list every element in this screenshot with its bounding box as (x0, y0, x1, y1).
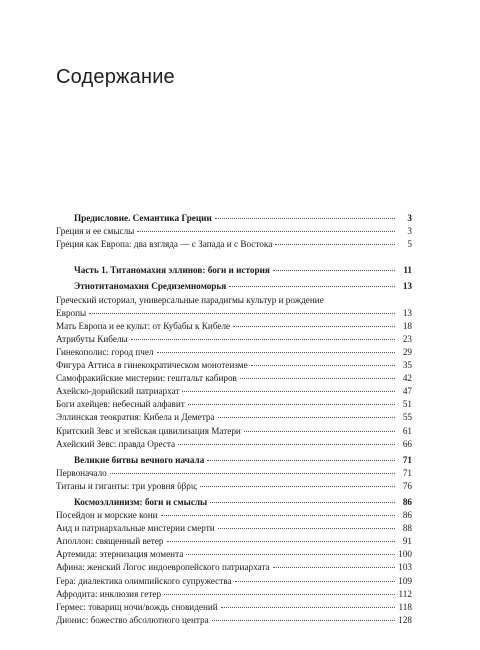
toc-entry-title: Аполлон: священный ветер (56, 536, 164, 547)
toc-entry[interactable] (56, 480, 412, 493)
toc-entry-page: 29 (402, 346, 412, 357)
toc-entry[interactable] (56, 333, 412, 346)
toc-entry[interactable] (56, 320, 412, 333)
toc-entry[interactable] (56, 385, 412, 398)
dot-leader (182, 391, 395, 392)
toc-entry[interactable] (56, 509, 412, 522)
toc-entry-page: 76 (402, 480, 412, 491)
toc-entry-title: Посейдон и морские кони (56, 510, 158, 521)
toc-entry-page: 3 (407, 213, 412, 223)
toc-entry-title: Часть 1. Титаномахия эллинов: боги и история (74, 265, 270, 276)
toc-part-heading[interactable] (56, 264, 412, 277)
toc-entry-page: 18 (402, 320, 412, 331)
toc-entry-page: 47 (402, 386, 412, 397)
toc-entry[interactable] (56, 561, 412, 574)
toc-entry-title: Атрибуты Кибелы (56, 333, 128, 344)
toc-entry-title: Космоэллинизм: боги и смыслы (74, 496, 208, 507)
toc-entry-title: Гинекополис: город пчел (56, 346, 154, 357)
toc-entry-page: 66 (402, 438, 412, 449)
toc-entry-title: Эллинская теократия: Кибела и Деметра (56, 412, 215, 423)
toc-entry-title: Гера: диалектика олимпийского супружества (56, 575, 232, 586)
dot-leader (131, 339, 395, 340)
toc-entry[interactable] (56, 411, 412, 424)
toc-entry-page: 3 (407, 226, 412, 237)
toc-entry-title: Боги ахейцев: небесный алфавит (56, 399, 185, 410)
toc-entry-title: Артемида: этернизация момента (56, 549, 184, 560)
toc-entry-page: 100 (398, 549, 412, 560)
dot-leader (218, 417, 395, 418)
toc-entry-title: Греческий историал, универсальные парадигмы культур и рождение (56, 294, 324, 305)
toc-entry-page: 35 (402, 360, 412, 371)
toc-entry-title: Ахейско-дорийский патриархат (56, 386, 180, 397)
dot-leader (186, 554, 395, 555)
dot-leader (275, 244, 395, 245)
toc-entry[interactable] (56, 522, 412, 535)
dot-leader (273, 567, 395, 568)
toc-entry-title: Первоначало (56, 467, 107, 478)
toc-entry-page: 103 (398, 562, 412, 573)
toc-entry-page: 51 (402, 399, 412, 410)
toc-entry[interactable] (56, 372, 412, 385)
toc-entry[interactable] (56, 614, 412, 627)
spacer (56, 251, 412, 264)
dot-leader (273, 270, 395, 271)
dot-leader (210, 502, 395, 503)
page-title: Содержание (56, 66, 175, 88)
dot-leader (251, 365, 395, 366)
toc-entry-page: 55 (402, 412, 412, 423)
toc-entry-line1[interactable] (56, 294, 412, 307)
dot-leader (240, 378, 395, 379)
toc-entry-title: Дионис: божество абсолютного центра (56, 614, 209, 625)
toc-entry[interactable] (56, 346, 412, 359)
dot-leader (157, 352, 395, 353)
dot-leader (233, 326, 395, 327)
toc-entry-title: Титаны и гиганты: три уровня ὕβρις (56, 480, 198, 491)
toc-entry[interactable] (56, 238, 412, 251)
toc-entry-title: Аид и патриархальные мистерии смерти (56, 523, 215, 534)
dot-leader (215, 218, 395, 219)
toc-entry-page: 42 (402, 373, 412, 384)
toc-entry-title: Фигура Аттиса в гинекократическом монотеизме (56, 360, 248, 371)
toc-entry-title: Греция и ее смыслы (56, 226, 135, 237)
dot-leader (229, 286, 395, 287)
toc-entry-page: 112 (398, 588, 412, 599)
toc-entry-page: 61 (402, 425, 412, 436)
toc-entry-title: Великие битвы вечного начала (74, 454, 205, 465)
toc-entry[interactable] (56, 438, 412, 451)
toc-entry[interactable] (56, 535, 412, 548)
toc-entry[interactable] (56, 588, 412, 601)
toc-entry[interactable] (56, 425, 412, 438)
dot-leader (164, 594, 395, 595)
toc-entry-page: 71 (402, 454, 412, 465)
toc-entry-page: 13 (402, 307, 412, 318)
toc-entry-title: Этнотитаномахия Средиземноморья (74, 281, 227, 292)
dot-leader (178, 444, 395, 445)
toc-entry-line2[interactable] (56, 307, 412, 320)
dot-leader (110, 473, 395, 474)
dot-leader (188, 404, 395, 405)
toc-section-heading[interactable] (56, 212, 412, 225)
dot-leader (235, 581, 395, 582)
toc-entry-title: Европы (56, 307, 87, 318)
toc-entry-page: 11 (403, 265, 412, 276)
toc-entry-title: Афродита: инклюзия гетер (56, 588, 162, 599)
toc-entry-page: 91 (402, 536, 412, 547)
toc-entry-title: Мать Европа и ее культ: от Кубабы к Кибеле (56, 320, 231, 331)
toc-entry[interactable] (56, 548, 412, 561)
toc-entry[interactable] (56, 359, 412, 372)
dot-leader (89, 313, 395, 314)
toc-entry-title: Греция как Европа: два взгляда — с Запада и с Востока (56, 239, 273, 250)
toc-section-heading[interactable] (56, 496, 412, 509)
toc-entry-page: 128 (398, 614, 412, 625)
dot-leader (212, 620, 395, 621)
toc-entry-page: 23 (402, 333, 412, 344)
toc-entry[interactable] (56, 575, 412, 588)
dot-leader (221, 607, 395, 608)
toc-section-heading[interactable] (56, 454, 412, 467)
toc-entry[interactable] (56, 398, 412, 411)
toc-entry-page: 109 (398, 575, 412, 586)
toc-entry-page: 118 (398, 601, 412, 612)
toc-entry-title: Критский Зевс и эгейская цивилизация Матери (56, 425, 241, 436)
dot-leader (167, 541, 396, 542)
toc-entry-title: Предисловие. Семантика Греции (74, 213, 212, 223)
toc-entry[interactable] (56, 601, 412, 614)
toc-entry-title: Ахейский Зевс: правда Ореста (56, 438, 176, 449)
table-of-contents (56, 212, 412, 627)
toc-entry-page: 86 (402, 510, 412, 521)
toc-entry-page: 86 (402, 496, 412, 507)
toc-entry-page: 5 (407, 239, 412, 250)
toc-entry-title: Афина: женский Логос индоевропейского патриархата (56, 562, 270, 573)
dot-leader (137, 231, 395, 232)
toc-entry-page: 71 (402, 467, 412, 478)
toc-entry-title: Гермес: товарищ ночи/вождь сновидений (56, 601, 218, 612)
dot-leader (244, 431, 395, 432)
dot-leader (161, 515, 395, 516)
dot-leader (200, 486, 395, 487)
toc-entry-page: 88 (402, 523, 412, 534)
dot-leader (207, 460, 395, 461)
toc-entry[interactable] (56, 467, 412, 480)
toc-entry-title: Самофракийские мистерии: гештальт кабиров (56, 373, 237, 384)
toc-entry-page: 13 (402, 281, 412, 292)
toc-entry[interactable] (56, 225, 412, 238)
toc-section-heading[interactable] (56, 280, 412, 293)
dot-leader (218, 528, 395, 529)
